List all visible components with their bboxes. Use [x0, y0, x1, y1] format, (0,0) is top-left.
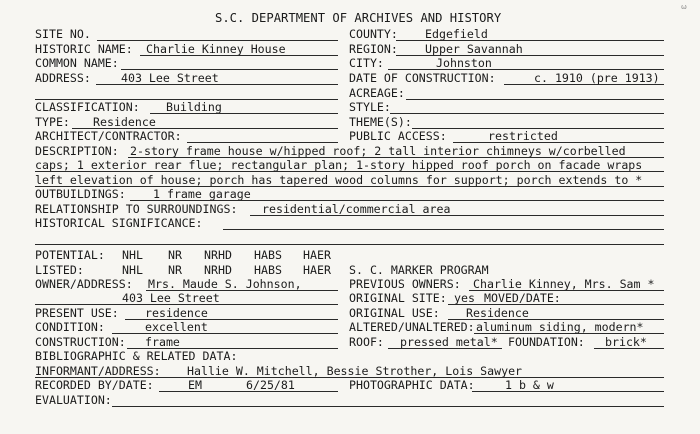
potential-label: POTENTIAL:: [35, 248, 105, 262]
relationship-value: residential/commercial area: [262, 202, 451, 216]
historical-significance-underline-2: [35, 244, 664, 245]
public-access-value: restricted: [488, 129, 558, 143]
recorded-by-value: EM: [188, 378, 202, 392]
potential-haer: HAER: [303, 248, 331, 262]
altered-label: ALTERED/UNALTERED:: [349, 320, 475, 334]
historic-name-label: HISTORIC NAME:: [35, 42, 133, 56]
recorded-date-value: 6/25/81: [246, 378, 295, 392]
site-no-label: SITE NO.: [35, 27, 91, 41]
roof-value: pressed metal*: [400, 335, 498, 349]
city-label: CITY:: [349, 56, 384, 70]
construction-label: CONSTRUCTION:: [35, 335, 126, 349]
original-use-value: Residence: [466, 306, 529, 320]
recorded-by-label: RECORDED BY/DATE:: [35, 378, 154, 392]
original-use-label: ORIGINAL USE:: [349, 306, 440, 320]
present-use-label: PRESENT USE:: [35, 306, 119, 320]
previous-owners-value: Charlie Kinney, Mrs. Sam *: [473, 277, 655, 291]
owner-line-2: 403 Lee Street: [122, 291, 220, 305]
original-site-label: ORIGINAL SITE:: [349, 291, 447, 305]
outbuildings-value: 1 frame garage: [153, 187, 251, 201]
altered-value: aluminum siding, modern*: [476, 320, 644, 334]
style-label: STYLE:: [349, 100, 391, 114]
common-name-label: COMMON NAME:: [35, 56, 119, 70]
form-title: S.C. DEPARTMENT OF ARCHIVES AND HISTORY: [215, 11, 502, 25]
foundation-label: FOUNDATION:: [508, 335, 585, 349]
listed-nrhd: NRHD: [204, 263, 232, 277]
original-site-value: yes: [454, 291, 475, 305]
description-label: DESCRIPTION:: [35, 144, 119, 158]
listed-haer: HAER: [303, 263, 331, 277]
bibliographic-label: BIBLIOGRAPHIC & RELATED DATA:: [35, 349, 238, 363]
corner-mark: ω: [681, 3, 687, 11]
condition-value: excellent: [145, 320, 208, 334]
type-label: TYPE:: [35, 115, 70, 129]
altered-underline: [474, 333, 664, 334]
style-underline: [390, 113, 664, 114]
classification-label: CLASSIFICATION:: [35, 100, 140, 114]
architect-label: ARCHITECT/CONTRACTOR:: [35, 129, 182, 143]
original-site-underline: [448, 304, 664, 305]
roof-underline: [388, 348, 502, 349]
date-of-construction-value: c. 1910 (pre 1913): [534, 71, 660, 85]
themes-label: THEME(S):: [349, 115, 412, 129]
present-use-value: residence: [145, 306, 208, 320]
common-name-underline: [121, 69, 338, 70]
photographic-data-value: 1 b & w: [505, 378, 554, 392]
evaluation-label: EVALUATION:: [35, 393, 112, 407]
city-underline: [388, 69, 664, 70]
condition-underline: [112, 333, 338, 334]
listed-habs: HABS: [254, 263, 282, 277]
county-label: COUNTY:: [349, 27, 398, 41]
description-line-1: 2-story frame house w/hipped roof; 2 tall interior chimneys w/corbelled: [130, 144, 626, 158]
potential-nrhd: NRHD: [204, 248, 232, 262]
classification-top-rule: [35, 99, 338, 100]
owner-underline-2: [35, 304, 338, 305]
previous-owners-label: PREVIOUS OWNERS:: [349, 277, 461, 291]
city-value: Johnston: [436, 56, 492, 70]
region-value: Upper Savannah: [425, 42, 523, 56]
listed-nr: NR: [168, 263, 182, 277]
address-underline: [96, 84, 338, 85]
recorded-by-underline: [159, 391, 338, 392]
relationship-label: RELATIONSHIP TO SURROUNDINGS:: [35, 202, 238, 216]
informant-label: INFORMANT/ADDRESS:: [35, 364, 161, 378]
classification-value: Building: [166, 100, 222, 114]
relationship-underline: [250, 215, 664, 216]
construction-value: frame: [145, 335, 180, 349]
acreage-label: ACREAGE:: [349, 86, 405, 100]
public-access-underline: [453, 142, 664, 143]
outbuildings-label: OUTBUILDINGS:: [35, 187, 126, 201]
historical-significance-underline: [223, 229, 664, 230]
listed-nhl: NHL: [122, 263, 143, 277]
photographic-data-label: PHOTOGRAPHIC DATA:: [349, 378, 475, 392]
informant-value: Hallie W. Mitchell, Bessie Strother, Lois Sawyer: [187, 364, 523, 378]
moved-date-label: MOVED/DATE:: [484, 291, 561, 305]
historic-name-underline: [140, 55, 338, 56]
owner-label: OWNER/ADDRESS:: [35, 277, 133, 291]
county-value: Edgefield: [425, 27, 488, 41]
type-value: Residence: [93, 115, 156, 129]
evaluation-underline: [112, 406, 664, 407]
historic-name-value: Charlie Kinney House: [146, 42, 286, 56]
description-line-2: caps; 1 exterior rear flue; rectangular plan; 1-story hipped roof porch on facade wraps: [35, 158, 643, 172]
site-no-underline: [97, 40, 338, 41]
description-underline-3: [35, 186, 664, 187]
public-access-label: PUBLIC ACCESS:: [349, 129, 447, 143]
listed-label: LISTED:: [35, 263, 84, 277]
acreage-underline: [406, 99, 664, 100]
owner-line-1: Mrs. Maude S. Johnson,: [148, 277, 302, 291]
county-underline: [396, 40, 664, 41]
description-line-3: left elevation of house; porch has tapered wood columns for support; porch extends to *: [35, 173, 643, 187]
photographic-data-underline: [472, 391, 664, 392]
roof-label: ROOF:: [349, 335, 384, 349]
condition-label: CONDITION:: [35, 320, 105, 334]
potential-habs: HABS: [254, 248, 282, 262]
architect-underline: [187, 142, 338, 143]
foundation-value: brick*: [605, 335, 647, 349]
potential-nhl: NHL: [122, 248, 143, 262]
address-value: 403 Lee Street: [121, 71, 219, 85]
foundation-underline: [594, 348, 664, 349]
region-label: REGION:: [349, 42, 398, 56]
address-label: ADDRESS:: [35, 71, 91, 85]
marker-program-label: S. C. MARKER PROGRAM: [349, 263, 489, 277]
potential-nr: NR: [168, 248, 182, 262]
date-of-construction-label: DATE OF CONSTRUCTION:: [349, 71, 496, 85]
outbuildings-underline: [130, 200, 664, 201]
historical-significance-label: HISTORICAL SIGNIFICANCE:: [35, 216, 203, 230]
description-underline-2: [35, 171, 664, 172]
classification-underline: [150, 113, 338, 114]
date-of-construction-underline: [504, 84, 664, 85]
